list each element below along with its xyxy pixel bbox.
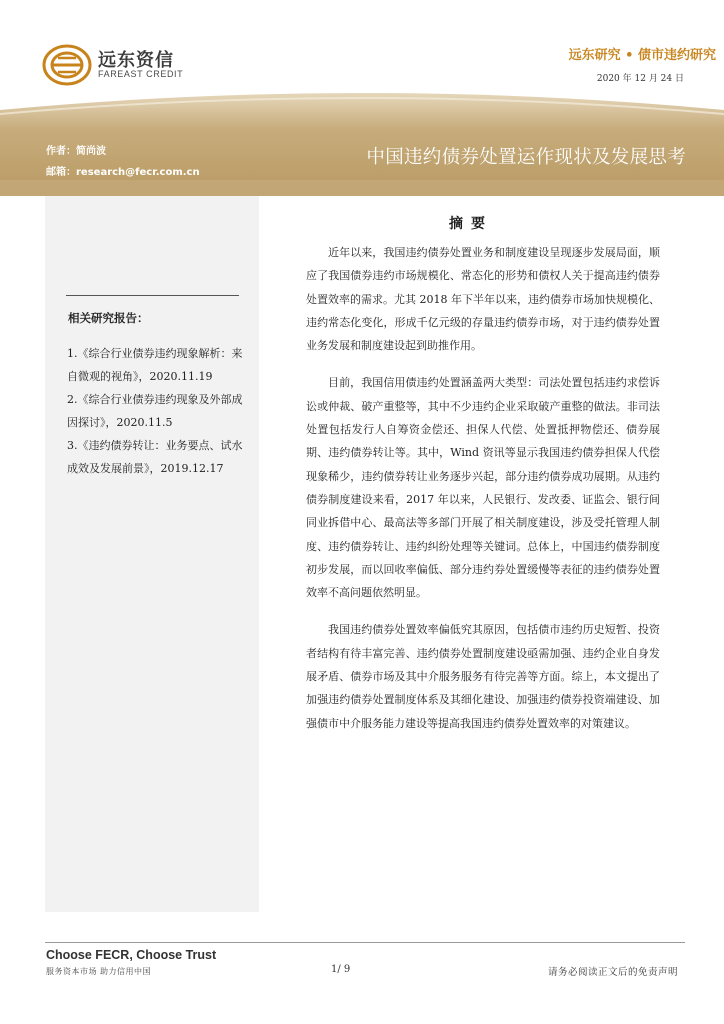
abstract-heading: 摘要	[449, 216, 493, 232]
abstract-paragraph: 近年以来，我国违约债券处置业务和制度建设呈现逐步发展局面，顺应了我国债券违约市场规模化、常态化的形势和债权人关于提高违约债券处置效率的需求。尤其 2018 年下半年以来，违约债券市场加快规模化、违约常态化变化，形成千亿元级的存量违约债券市场，对于违约债券处置业务发展和制度建设起到助推作用。	[306, 246, 660, 353]
brand-name-cn: 远东资信	[98, 50, 174, 71]
report-series: 远东研究 • 债市违约研究	[568, 48, 716, 63]
brand-name-en: FAREAST CREDIT	[98, 69, 184, 79]
author-line: 作者：简尚波	[46, 146, 106, 157]
footer-slogan-en: Choose FECR, Choose Trust	[46, 948, 217, 962]
abstract-body	[306, 241, 660, 749]
abstract-paragraph: 目前，我国信用债违约处置涵盖两大类型：司法处置包括违约求偿诉讼或仲裁、破产重整等，其中不少违约企业采取破产重整的做法。非司法处置包括发行人自筹资金偿还、担保人代偿、处置抵押物偿还、债券展期、违约债券转让等。其中，Wind 资讯等显示我国违约债券担保人代偿现象稀少，违约债券转让业务逐步兴起，部分违约债券成功展期。从违约债券制度建设来看，2017 年以来，人民银行、发改委、证监会、银行间同业拆借中心、最高法等多部门开展了相关制度建设，涉及受托管理人制度、违约债券转让、违约纠纷处理等关键词。总体上，中国违约债券制度初步发展，而以回收率偏低、部分违约券处置缓慢等表征的违约债券处置效率不高问题依然明显。	[306, 376, 660, 600]
related-reports-list	[67, 342, 245, 480]
disclaimer-note: 请务必阅读正文后的免责声明	[547, 967, 678, 978]
related-report-item[interactable]: 3.《违约债券转让：业务要点、试水成效及发展前景》，2019.12.17	[67, 439, 243, 475]
footer-slogan-cn: 服务资本市场 助力信用中国	[46, 967, 152, 976]
author-email: 邮箱：research@fecr.com.cn	[46, 167, 200, 178]
related-reports-title: 相关研究报告：	[68, 311, 149, 325]
report-date: 2020 年 12 月 24 日	[596, 74, 684, 84]
title-band	[0, 88, 724, 196]
title-band-background	[0, 88, 724, 196]
sidebar-divider	[66, 295, 239, 296]
sidebar	[45, 196, 259, 912]
footer-divider	[45, 942, 685, 943]
related-report-item[interactable]: 2.《综合行业债券违约现象及外部成因探讨》，2020.11.5	[67, 393, 243, 429]
related-report-item[interactable]: 1.《综合行业债券违约现象解析：来自微观的视角》，2020.11.19	[67, 347, 243, 383]
report-title: 中国违约债券处置运作现状及发展思考	[366, 147, 686, 168]
abstract-paragraph: 我国违约债券处置效率偏低究其原因，包括债市违约历史短暂、投资者结构有待丰富完善、违约债券处置制度建设亟需加强、违约企业自身发展矛盾、债券市场及其中介服务服务有待完善等方面。综上，本文提出了加强违约债券处置制度体系及其细化建设、加强违约债券投资端建设、加强债市中介服务能力建设等提高我国违约债券处置效率的对策建议。	[306, 623, 660, 730]
page-number: 1/ 9	[331, 964, 351, 975]
fareast-credit-logo-icon	[42, 44, 92, 86]
